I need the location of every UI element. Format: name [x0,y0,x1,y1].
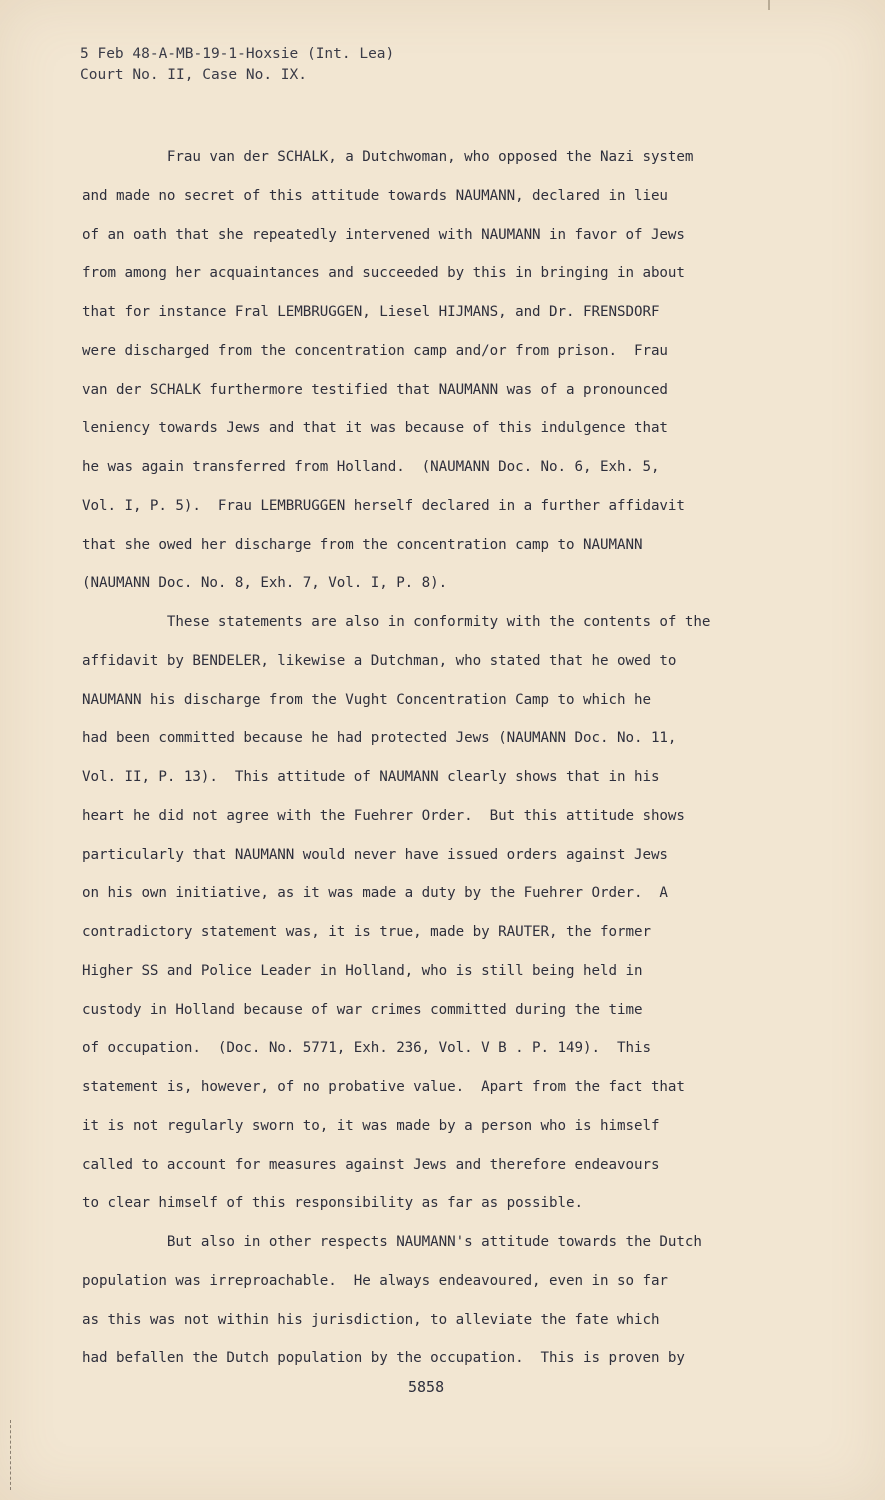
document-body [82,138,782,1378]
text-line: were discharged from the concentration camp and/or from prison. Frau [82,342,668,359]
text-line: But also in other respects NAUMANN's attitude towards the Dutch [82,1234,702,1250]
text-line: he was again transferred from Holland. (NAUMANN Doc. No. 6, Exh. 5, [82,459,660,475]
margin-mark [10,1420,12,1490]
text-line: particularly that NAUMANN would never have issued orders against Jews [82,846,668,863]
text-line: of an oath that she repeatedly intervened with NAUMANN in favor of Jews [82,226,685,243]
text-line: Vol. I, P. 5). Frau LEMBRUGGEN herself declared in a further affidavit [82,497,685,514]
text-line: from among her acquaintances and succeeded by this in bringing in about [82,265,685,282]
text-line: statement is, however, of no probative value. Apart from the fact that [82,1079,685,1095]
text-line: custody in Holland because of war crimes committed during the time [82,1001,643,1018]
text-line: affidavit by BENDELER, likewise a Dutchman, who stated that he owed to [82,652,677,669]
header-line-1: 5 Feb 48-A-MB-19-1-Hoxsie (Int. Lea) [80,46,395,62]
text-line: heart he did not agree with the Fuehrer Order. But this attitude shows [82,807,685,824]
text-line: leniency towards Jews and that it was because of this indulgence that [82,420,668,437]
text-line: Higher SS and Police Leader in Holland, who is still being held in [82,962,643,979]
text-line: of occupation. (Doc. No. 5771, Exh. 236, Vol. V B . P. 149). This [82,1040,651,1057]
text-line: had befallen the Dutch population by the occupation. This is proven by [82,1350,685,1367]
text-line: and made no secret of this attitude towards NAUMANN, declared in lieu [82,187,668,204]
text-line: Frau van der SCHALK, a Dutchwoman, who opposed the Nazi system [82,149,694,165]
header-line-2: Court No. II, Case No. IX. [80,67,307,83]
text-line: to clear himself of this responsibility as far as possible. [82,1195,584,1212]
document-header [80,44,394,86]
text-line: van der SCHALK furthermore testified that NAUMANN was of a pronounced [82,381,668,398]
text-line: population was irreproachable. He always endeavoured, even in so far [82,1272,668,1289]
text-line: that she owed her discharge from the concentration camp to NAUMANN [82,536,643,553]
paper-mark [768,0,770,10]
text-line: called to account for measures against Jews and therefore endeavours [82,1156,660,1173]
page-number: 5858 [408,1378,445,1396]
text-line: These statements are also in conformity with the contents of the [82,614,711,630]
text-line: it is not regularly sworn to, it was made by a person who is himself [82,1117,660,1134]
text-line: that for instance Fral LEMBRUGGEN, Liesel HIJMANS, and Dr. FRENSDORF [82,304,660,320]
text-line: (NAUMANN Doc. No. 8, Exh. 7, Vol. I, P. 8). [82,575,448,592]
text-line: as this was not within his jurisdiction, to alleviate the fate which [82,1311,660,1328]
text-line: contradictory statement was, it is true, made by RAUTER, the former [82,924,651,940]
text-line: on his own initiative, as it was made a duty by the Fuehrer Order. A [82,885,668,902]
text-line: NAUMANN his discharge from the Vught Concentration Camp to which he [82,691,651,708]
text-line: had been committed because he had protected Jews (NAUMANN Doc. No. 11, [82,730,677,747]
text-line: Vol. II, P. 13). This attitude of NAUMANN clearly shows that in his [82,769,660,785]
